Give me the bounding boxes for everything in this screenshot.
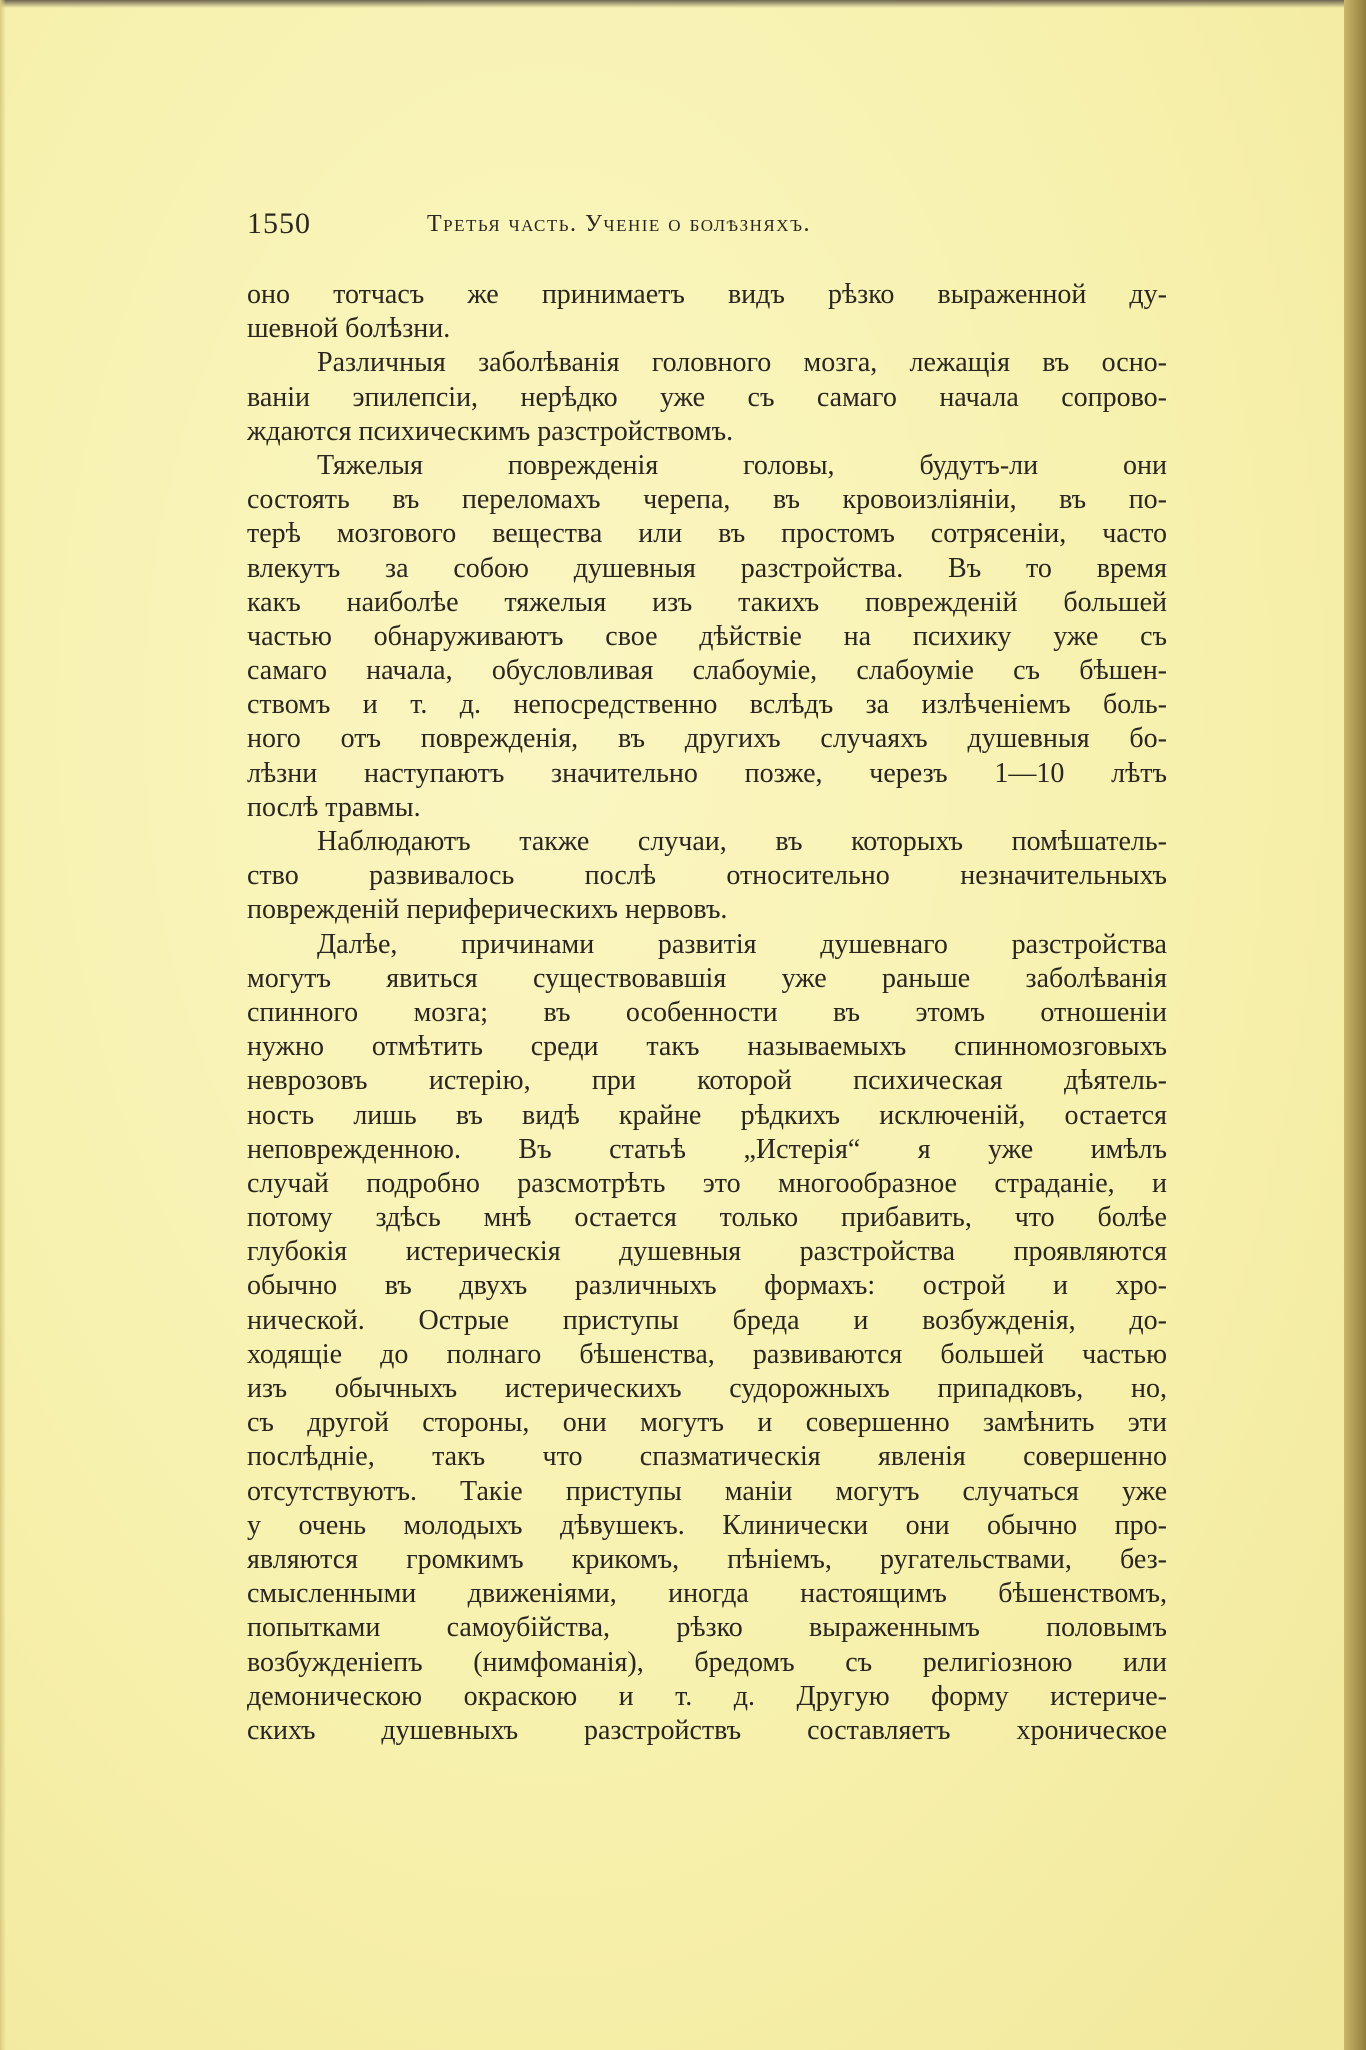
text-line: являются громкимъ крикомъ, пѣнiемъ, ругательствами, без-: [247, 1543, 1167, 1575]
text-line: неврозовъ истерiю, при которой психическая дѣятель-: [247, 1065, 1167, 1097]
text-line: потому здѣсь мнѣ остается только прибавить, что болѣе: [247, 1202, 1167, 1234]
text-line: неповрежденною. Въ статьѣ „Истерiя“ я уже имѣлъ: [247, 1133, 1167, 1165]
text-line: шевной болѣзни.: [247, 313, 451, 345]
text-line: состоять въ переломахъ черепа, въ кровоизлiянiи, въ по-: [247, 484, 1167, 516]
text-line: Различныя заболѣванiя головного мозга, лежащiя въ осно-: [317, 347, 1167, 379]
text-line: случай подробно разсмотрѣть это многообразное страданiе, и: [247, 1167, 1167, 1199]
body-text: [247, 278, 1167, 1748]
text-line: съ другой стороны, они могутъ и совершенно замѣнить эти: [247, 1407, 1167, 1439]
text-line: ходящiе до полнаго бѣшенства, развиваются большей частью: [247, 1338, 1167, 1370]
text-line: смысленными движенiями, иногда настоящимъ бѣшенствомъ,: [247, 1578, 1167, 1610]
text-line: спинного мозга; въ особенности въ этомъ отношенiи: [247, 996, 1167, 1028]
text-line: Далѣе, причинами развитiя душевнаго разстройства: [317, 928, 1167, 960]
text-line: оно тотчасъ же принимаетъ видъ рѣзко выраженной ду-: [247, 279, 1167, 310]
text-line: ного отъ поврежденiя, въ другихъ случаяхъ душевныя бо-: [247, 723, 1167, 755]
text-line: поврежденiй периферическихъ нервовъ.: [247, 894, 728, 926]
page-binding-edge: [1344, 0, 1366, 2050]
text-line: какъ наиболѣе тяжелыя изъ такихъ поврежденiй большей: [247, 586, 1167, 618]
text-line: глубокiя истерическiя душевныя разстройства проявляются: [247, 1236, 1167, 1268]
text-line: нужно отмѣтить среди такъ называемыхъ спинномозговыхъ: [247, 1031, 1167, 1063]
text-line: демоническою окраскою и т. д. Другую форму истериче-: [247, 1680, 1167, 1712]
text-line: обычно въ двухъ различныхъ формахъ: острой и хро-: [247, 1270, 1167, 1302]
running-head: Третья часть. Ученiе о болѣзняхъ.: [427, 211, 811, 237]
page-number: 1550: [247, 207, 311, 240]
text-line: ность лишь въ видѣ крайне рѣдкихъ исключенiй, остается: [247, 1099, 1167, 1131]
text-line: нической. Острые приступы бреда и возбужденiя, до-: [247, 1304, 1167, 1336]
text-line: терѣ мозгового вещества или въ простомъ сотрясенiи, часто: [247, 518, 1167, 550]
text-line: попытками самоубiйства, рѣзко выраженнымъ половымъ: [247, 1612, 1167, 1644]
text-line: частью обнаруживаютъ свое дѣйствiе на психику уже съ: [247, 620, 1167, 652]
page-top-shadow: [0, 0, 1366, 8]
text-line: влекутъ за собою душевныя разстройства. Въ то время: [247, 552, 1167, 584]
text-line: скихъ душевныхъ разстройствъ составляетъ хроническое: [247, 1714, 1167, 1746]
page-left-edge: [0, 0, 6, 2050]
text-line: лѣзни наступаютъ значительно позже, черезъ 1—10 лѣтъ: [247, 757, 1167, 789]
text-line: ванiи эпилепсiи, нерѣдко уже съ самаго начала сопрово-: [247, 381, 1167, 413]
text-line: у очень молодыхъ дѣвушекъ. Клинически они обычно про-: [247, 1509, 1167, 1541]
text-line: ствомъ и т. д. непосредственно вслѣдъ за излѣченiемъ боль-: [247, 689, 1167, 721]
text-line: послѣ травмы.: [247, 791, 421, 823]
text-line: ждаются психическимъ разстройствомъ.: [247, 415, 734, 447]
page-header: [247, 207, 1167, 247]
text-line: самаго начала, обусловливая слабоумiе, слабоумiе съ бѣшен-: [247, 655, 1167, 687]
text-line: могутъ явиться существовавшiя уже раньше заболѣванiя: [247, 962, 1167, 994]
text-line: отсутствуютъ. Такiе приступы манiи могутъ случаться уже: [247, 1475, 1167, 1507]
text-line: возбужденiепъ (нимфоманiя), бредомъ съ религiозною или: [247, 1646, 1167, 1678]
text-line: послѣднiе, такъ что спазматическiя явленiя совершенно: [247, 1441, 1167, 1473]
text-line: Наблюдаютъ также случаи, въ которыхъ помѣшатель-: [317, 826, 1167, 857]
text-line: ство развивалось послѣ относительно незначительныхъ: [247, 860, 1167, 892]
text-line: Тяжелыя поврежденiя головы, будутъ-ли они: [317, 449, 1167, 481]
text-line: изъ обычныхъ истерическихъ судорожныхъ припадковъ, но,: [247, 1373, 1167, 1404]
